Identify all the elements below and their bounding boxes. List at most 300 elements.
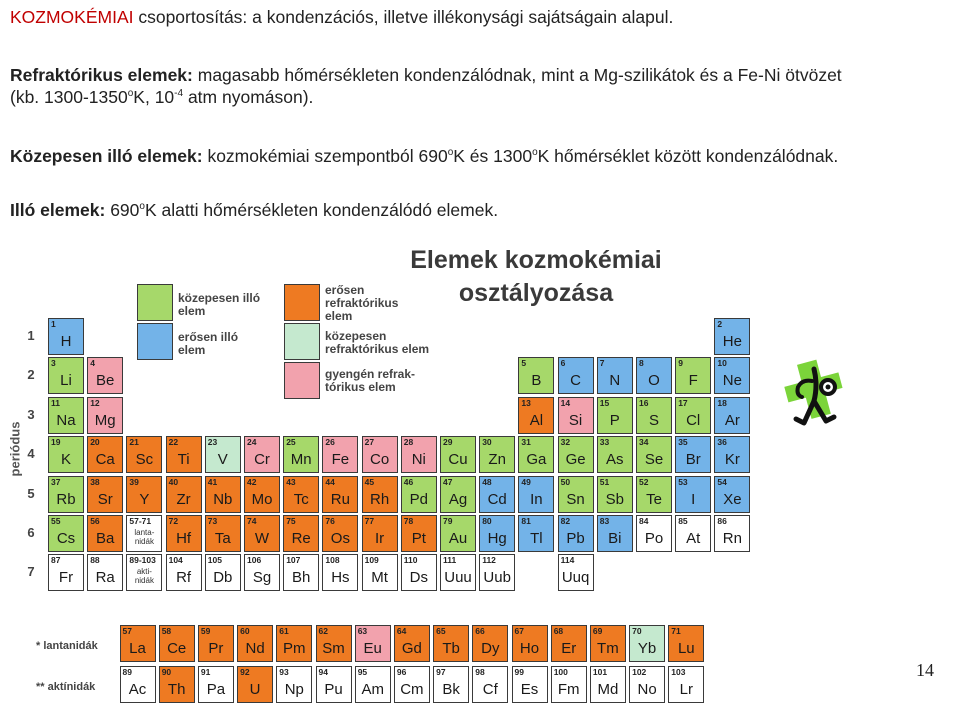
element-cell-po <box>636 515 672 552</box>
element-cell-rb <box>48 476 84 513</box>
element-symbol: Ta <box>214 530 231 547</box>
element-symbol: B <box>531 372 542 390</box>
element-symbol: Hf <box>176 530 192 547</box>
element-symbol: Re <box>291 530 311 547</box>
element-cell-ra <box>87 554 123 591</box>
element-cell-pm <box>276 625 312 662</box>
element-cell-rh <box>362 476 398 513</box>
atomic-number: 25 <box>286 437 296 448</box>
atomic-number: 49 <box>521 476 531 487</box>
atomic-number: 96 <box>396 667 407 677</box>
element-symbol: Na <box>56 411 76 429</box>
element-cell-y <box>126 476 162 513</box>
atomic-number: 110 <box>403 555 418 566</box>
atomic-number: 47 <box>443 476 453 487</box>
element-symbol: Eu <box>363 640 382 657</box>
atomic-number: 58 <box>161 626 172 636</box>
element-cell-bk <box>433 666 469 703</box>
element-symbol: Lr <box>679 681 693 698</box>
element-symbol: He <box>722 333 742 350</box>
refractory-sup-2: -4 <box>174 88 184 100</box>
table-title-line-1: Elemek kozmokémiai <box>410 246 662 274</box>
element-cell-pu <box>316 666 352 703</box>
element-cell-ni <box>401 436 437 473</box>
atomic-number: 71 <box>671 626 681 636</box>
atomic-number: 23 <box>207 437 218 448</box>
period-number-1: 1 <box>27 328 35 343</box>
element-symbol: Ce <box>167 640 187 657</box>
atomic-number: 85 <box>678 516 688 526</box>
atomic-number: 65 <box>436 626 446 636</box>
element-cell-hg <box>479 515 515 552</box>
refractory-paragraph <box>10 64 842 108</box>
element-symbol: Md <box>597 681 619 698</box>
element-symbol: Be <box>96 372 115 390</box>
element-cell-rf <box>166 554 202 591</box>
element-symbol: Bi <box>608 530 622 547</box>
element-symbol: Pm <box>283 640 306 657</box>
atomic-number: 69 <box>592 626 603 636</box>
legend-label-green: közepesen illó elem <box>178 291 261 318</box>
element-cell-cf <box>472 666 508 703</box>
moderate-paragraph <box>10 145 838 167</box>
element-cell-cl <box>675 397 711 434</box>
atomic-number: 53 <box>678 476 688 487</box>
period-axis-text: periódus <box>7 421 23 477</box>
element-cell-sb <box>597 476 633 513</box>
element-symbol: Fr <box>58 569 74 587</box>
atomic-number: 91 <box>200 667 211 677</box>
element-symbol: Ba <box>96 530 115 547</box>
element-symbol: Uuq <box>561 569 590 587</box>
element-symbol: Au <box>448 530 468 547</box>
refractory-text-2b: K, 10 <box>133 87 175 107</box>
element-symbol: Sr <box>97 490 113 508</box>
element-cell-eu <box>355 625 391 662</box>
atomic-number: 57-71 <box>129 516 152 526</box>
element-symbol: Gd <box>401 640 422 657</box>
element-symbol: Mo <box>251 490 273 508</box>
atomic-number: 32 <box>560 437 571 448</box>
element-cell-co <box>362 436 398 473</box>
element-cell-lu <box>668 625 704 662</box>
element-symbol: Hs <box>331 569 350 587</box>
atomic-number: 41 <box>207 476 218 487</box>
refractory-sup-1: o <box>127 88 134 100</box>
atomic-number: 103 <box>671 667 686 677</box>
cartoon-figure-icon <box>784 357 848 435</box>
atomic-number: 31 <box>521 437 531 448</box>
element-symbol: Li <box>60 372 72 390</box>
element-symbol: Po <box>644 530 664 547</box>
element-cell-89-103 <box>126 554 162 591</box>
atomic-number: 109 <box>364 555 379 566</box>
element-cell-dy <box>472 625 508 662</box>
atomic-number: 64 <box>396 626 407 636</box>
element-cell-p <box>597 397 633 434</box>
element-cell-er <box>551 625 587 662</box>
element-symbol: Cm <box>400 681 424 698</box>
element-symbol: Lu <box>677 640 695 657</box>
element-cell-zn <box>479 436 515 473</box>
element-cell-al <box>518 397 554 434</box>
legend-swatch-pink <box>284 362 320 399</box>
element-symbol: Db <box>213 569 233 587</box>
period-number-2: 2 <box>27 367 35 383</box>
element-cell-ca <box>87 436 123 473</box>
refractory-label: Refraktórikus elemek: <box>10 65 193 85</box>
element-cell-hf <box>166 515 202 552</box>
atomic-number: 76 <box>325 516 335 526</box>
atomic-number: 108 <box>325 555 340 566</box>
element-cell-ga <box>518 436 554 473</box>
legend-label-pink: gyengén refrak- tórikus elem <box>325 367 416 394</box>
atomic-number: 17 <box>678 397 688 408</box>
element-cell-tl <box>518 515 554 552</box>
element-symbol: Es <box>520 681 539 698</box>
element-cell-cu <box>440 436 476 473</box>
element-cell-ge <box>558 436 594 473</box>
element-symbol: Pa <box>206 681 226 698</box>
atomic-number: 26 <box>325 437 335 448</box>
heading-rest: csoportosítás: a kondenzációs, illetve illékonysági sajátságain alapul. <box>133 7 674 27</box>
element-symbol: P <box>609 411 620 429</box>
period-number-4: 4 <box>27 446 35 462</box>
atomic-number: 24 <box>247 437 257 448</box>
element-cell-ne <box>714 357 750 394</box>
atomic-number: 6 <box>560 358 566 369</box>
atomic-number: 67 <box>514 626 524 636</box>
moderate-sup-1: o <box>447 147 454 159</box>
element-cell-i <box>675 476 711 513</box>
moderate-text-3: K hőmérséklet között kondenzálódnak. <box>537 146 839 166</box>
element-symbol: Pb <box>566 530 585 547</box>
element-cell-cm <box>394 666 430 703</box>
element-symbol: Kr <box>724 451 740 469</box>
atomic-number: 1 <box>51 319 56 329</box>
element-cell-fm <box>551 666 587 703</box>
element-symbol: Rh <box>370 490 390 508</box>
refractory-text-2c: atm nyomáson). <box>183 87 314 107</box>
legend-swatch-green <box>137 284 173 321</box>
element-cell-mg <box>87 397 123 434</box>
element-symbol: O <box>648 372 660 390</box>
element-cell-ds <box>401 554 437 591</box>
atomic-number: 98 <box>475 667 485 677</box>
legend-swatch-orange <box>284 284 320 321</box>
atomic-number: 70 <box>632 626 642 636</box>
atomic-number: 93 <box>279 667 289 677</box>
element-symbol: Mg <box>94 411 116 429</box>
element-symbol: Ra <box>95 569 115 587</box>
element-symbol: Fe <box>331 451 350 469</box>
element-symbol: Mn <box>290 451 312 469</box>
atomic-number: 77 <box>364 516 375 526</box>
element-symbol: Sc <box>135 451 154 469</box>
series-note: lanta- nidák <box>134 528 155 546</box>
atomic-number: 35 <box>678 437 688 448</box>
element-cell-ti <box>166 436 202 473</box>
element-cell-uub <box>479 554 515 591</box>
atomic-number: 52 <box>639 476 649 487</box>
refractory-text-2a: (kb. 1300-1350 <box>10 87 128 107</box>
element-cell-bh <box>283 554 319 591</box>
element-cell-c <box>558 357 594 394</box>
volatile-text-2: K alatti hőmérsékleten kondenzálódó elemek. <box>144 200 499 220</box>
element-symbol: Yb <box>637 640 657 657</box>
atomic-number: 107 <box>286 555 301 566</box>
atomic-number: 95 <box>357 667 368 677</box>
element-symbol: Co <box>370 451 390 469</box>
element-cell-tb <box>433 625 469 662</box>
element-cell-sm <box>316 625 352 662</box>
element-symbol: Ga <box>526 451 547 469</box>
element-symbol: Uub <box>483 569 511 587</box>
element-cell-h <box>48 318 84 355</box>
element-symbol: Ac <box>128 681 147 698</box>
element-cell-w <box>244 515 280 552</box>
atomic-number: 59 <box>200 626 211 636</box>
element-symbol: Al <box>529 411 544 429</box>
atomic-number: 55 <box>51 516 61 526</box>
atomic-number: 45 <box>364 476 375 487</box>
element-cell-ir <box>362 515 398 552</box>
element-symbol: At <box>686 530 701 547</box>
element-symbol: Tb <box>442 640 460 657</box>
element-symbol: Am <box>361 681 384 698</box>
element-symbol: Ne <box>722 372 742 390</box>
element-cell-in <box>518 476 554 513</box>
atomic-number: 29 <box>443 437 453 448</box>
element-symbol: K <box>60 451 71 469</box>
atomic-number: 72 <box>168 516 179 526</box>
lanthanides-label: * lantanidák <box>36 640 98 652</box>
atomic-number: 48 <box>482 476 492 487</box>
element-cell-lr <box>668 666 704 703</box>
element-symbol: Nd <box>245 640 265 657</box>
element-symbol: I <box>691 490 696 508</box>
element-symbol: No <box>637 681 657 698</box>
atomic-number: 79 <box>443 516 453 526</box>
atomic-number: 80 <box>482 516 492 526</box>
element-symbol: Hg <box>487 530 507 547</box>
element-cell-np <box>276 666 312 703</box>
element-cell-bi <box>597 515 633 552</box>
element-cell-pt <box>401 515 437 552</box>
element-cell-v <box>205 436 241 473</box>
element-cell-sr <box>87 476 123 513</box>
moderate-sup-2: o <box>532 147 538 159</box>
element-symbol: V <box>217 451 228 469</box>
element-cell-zr <box>166 476 202 513</box>
moderate-text-2: K és 1300 <box>453 146 533 166</box>
atomic-number: 56 <box>90 516 100 526</box>
atomic-number: 22 <box>168 437 179 448</box>
atomic-number: 81 <box>521 516 531 526</box>
atomic-number: 36 <box>717 437 727 448</box>
atomic-number: 82 <box>560 516 571 526</box>
element-cell-ac <box>120 666 156 703</box>
atomic-number: 33 <box>599 437 610 448</box>
element-cell-n <box>597 357 633 394</box>
element-cell-te <box>636 476 672 513</box>
element-cell-sn <box>558 476 594 513</box>
element-symbol: Ho <box>519 640 540 657</box>
atomic-number: 63 <box>357 626 368 636</box>
element-cell-ho <box>512 625 548 662</box>
atomic-number: 16 <box>639 397 649 408</box>
atomic-number: 20 <box>90 437 100 448</box>
element-cell-pd <box>401 476 437 513</box>
element-cell-na <box>48 397 84 434</box>
atomic-number: 60 <box>240 626 250 636</box>
legend-label-blue: erősen illó elem <box>178 330 239 357</box>
atomic-number: 46 <box>403 476 414 487</box>
table-title-line-2: osztályozása <box>458 279 614 307</box>
element-cell-f <box>675 357 711 394</box>
element-cell-at <box>675 515 711 552</box>
volatile-text-1: 690 <box>105 200 140 220</box>
atomic-number: 94 <box>318 667 328 677</box>
element-symbol: Ca <box>95 451 115 469</box>
atomic-number: 89-103 <box>129 555 156 566</box>
element-symbol: Ir <box>375 530 385 547</box>
legend-label-orange: erősen refraktórikus elem <box>325 283 399 323</box>
atomic-number: 66 <box>475 626 485 636</box>
atomic-number: 102 <box>632 667 647 677</box>
atomic-number: 8 <box>639 358 644 369</box>
element-cell-pr <box>198 625 234 662</box>
atomic-number: 7 <box>599 358 605 369</box>
element-symbol: Ag <box>448 490 468 508</box>
element-cell-tc <box>283 476 319 513</box>
atomic-number: 57 <box>122 626 132 636</box>
element-cell-au <box>440 515 476 552</box>
element-cell-uuq <box>558 554 594 591</box>
element-symbol: Ti <box>177 451 190 469</box>
page-number: 14 <box>916 660 934 680</box>
element-symbol: Cl <box>686 411 701 429</box>
element-cell-ce <box>159 625 195 662</box>
legend-label-mint: közepesen refraktórikus elem <box>325 329 430 356</box>
element-symbol: U <box>249 681 261 698</box>
element-symbol: S <box>648 411 659 429</box>
element-cell-yb <box>629 625 665 662</box>
element-symbol: Mt <box>371 569 388 587</box>
element-symbol: F <box>688 372 698 390</box>
atomic-number: 50 <box>560 476 571 487</box>
element-cell-uuu <box>440 554 476 591</box>
element-cell-ba <box>87 515 123 552</box>
element-symbol: Y <box>139 490 150 508</box>
refractory-text-1: magasabb hőmérsékleten kondenzálódnak, mint a Mg-szilikátok és a Fe-Ni ötvözet <box>192 65 842 85</box>
atomic-number: 13 <box>521 397 531 408</box>
period-number-3: 3 <box>27 406 35 422</box>
element-cell-tm <box>590 625 626 662</box>
atomic-number: 27 <box>364 437 375 448</box>
element-symbol: Pr <box>208 640 224 657</box>
element-symbol: Np <box>284 681 304 698</box>
element-cell-pb <box>558 515 594 552</box>
period-number-5: 5 <box>27 485 35 501</box>
element-cell-hs <box>322 554 358 591</box>
atomic-number: 88 <box>90 555 100 566</box>
element-cell-s <box>636 397 672 434</box>
atomic-number: 92 <box>240 667 250 677</box>
atomic-number: 42 <box>247 476 257 487</box>
element-cell-os <box>322 515 358 552</box>
atomic-number: 83 <box>599 516 610 526</box>
atomic-number: 37 <box>51 476 61 487</box>
element-symbol: La <box>129 640 146 657</box>
atomic-number: 2 <box>717 319 723 329</box>
series-note: akti- nidák <box>134 567 154 586</box>
atomic-number: 11 <box>51 397 60 408</box>
atomic-number: 3 <box>51 358 56 369</box>
element-symbol: Pt <box>411 530 426 547</box>
element-symbol: W <box>254 530 270 547</box>
atomic-number: 38 <box>90 476 100 487</box>
element-symbol: Zr <box>176 490 191 508</box>
atomic-number: 62 <box>318 626 328 636</box>
element-cell-br <box>675 436 711 473</box>
element-symbol: Tc <box>293 490 309 508</box>
volatile-label: Illó elemek: <box>10 200 106 220</box>
element-symbol: H <box>60 333 72 350</box>
element-cell-mo <box>244 476 280 513</box>
element-cell-rn <box>714 515 750 552</box>
volatile-sup-1: o <box>139 201 145 213</box>
atomic-number: 5 <box>521 358 527 369</box>
atomic-number: 61 <box>279 626 289 636</box>
element-cell-57-71 <box>126 515 162 552</box>
element-cell-no <box>629 666 665 703</box>
element-symbol: Dy <box>481 640 500 657</box>
volatile-paragraph <box>10 199 498 221</box>
atomic-number: 68 <box>553 626 564 636</box>
atomic-number: 101 <box>592 667 608 677</box>
element-symbol: Cs <box>56 530 76 547</box>
atomic-number: 89 <box>122 667 132 677</box>
element-symbol: Sg <box>252 569 272 587</box>
element-symbol: Cf <box>482 681 498 698</box>
atomic-number: 112 <box>482 555 496 566</box>
element-cell-he <box>714 318 750 355</box>
element-symbol: Bh <box>292 569 311 587</box>
element-symbol: Th <box>167 681 186 698</box>
moderate-text-1: kozmokémiai szempontból 690 <box>202 146 448 166</box>
atomic-number: 44 <box>325 476 335 487</box>
element-cell-sg <box>244 554 280 591</box>
element-cell-o <box>636 357 672 394</box>
atomic-number: 9 <box>678 358 683 369</box>
element-cell-ar <box>714 397 750 434</box>
atomic-number: 74 <box>247 516 257 526</box>
period-number-6: 6 <box>27 525 35 540</box>
element-symbol: Tl <box>530 530 543 547</box>
atomic-number: 30 <box>482 437 492 448</box>
element-symbol: Pd <box>409 490 428 508</box>
atomic-number: 15 <box>599 397 610 408</box>
period-number-7: 7 <box>27 564 35 580</box>
atomic-number: 87 <box>51 555 61 566</box>
element-symbol: Cu <box>448 451 468 469</box>
atomic-number: 12 <box>90 397 100 408</box>
atomic-number: 14 <box>560 397 571 408</box>
element-cell-mt <box>362 554 398 591</box>
element-cell-si <box>558 397 594 434</box>
element-symbol: Si <box>568 411 583 429</box>
